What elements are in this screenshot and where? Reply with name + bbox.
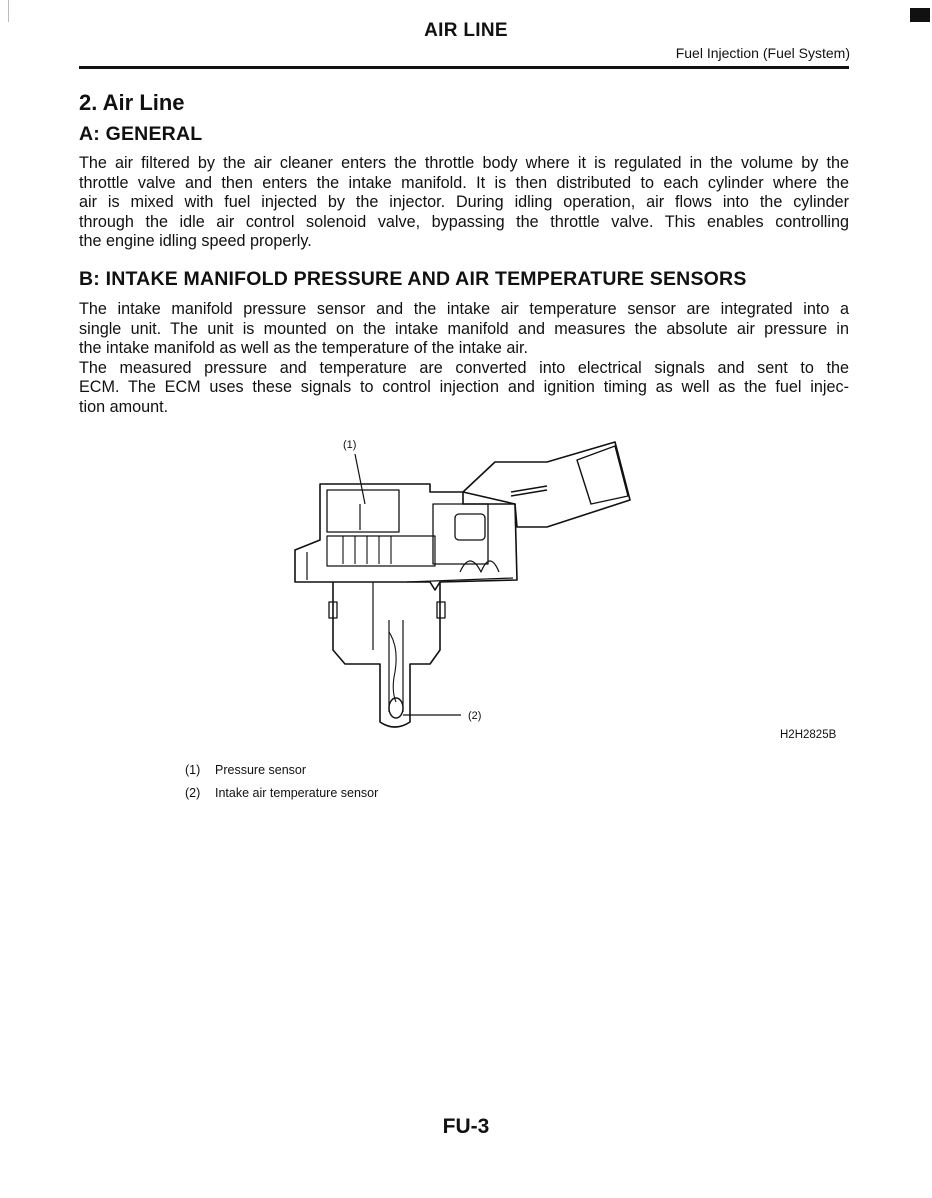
scan-edge-line (8, 0, 9, 22)
board-pins (343, 536, 391, 564)
legend-item (185, 763, 306, 777)
sensor-port (333, 582, 440, 727)
heading-general: A: GENERAL (79, 123, 203, 145)
callout-2: (2) (468, 710, 482, 722)
sensor-stem (373, 582, 403, 712)
running-title: AIR LINE (424, 20, 508, 41)
o-ring-right (437, 602, 445, 618)
callout-1-leader (355, 454, 365, 504)
sensors-line: tion amount. (79, 397, 169, 416)
legend-number: (2) (185, 786, 201, 800)
heading-sensors: B: INTAKE MANIFOLD PRESSURE AND AIR TEMPERATURE SENSORS (79, 268, 747, 290)
section-label: Fuel Injection (Fuel System) (675, 45, 850, 61)
general-line: through the idle air control solenoid valve, bypassing the throttle valve. This enables controlling (79, 212, 849, 231)
sensors-paragraph (79, 300, 849, 418)
header-rule (79, 66, 849, 69)
page-title: 2. Air Line (79, 90, 185, 115)
callout-1: (1) (343, 439, 357, 451)
sensor-diagram (285, 432, 645, 732)
figure-code: H2H2825B (780, 729, 837, 741)
legend-item (185, 786, 378, 800)
thermistor-lead (389, 632, 396, 702)
connector-socket (577, 446, 628, 504)
legend-label: Intake air temperature sensor (215, 786, 379, 800)
wire-loop (460, 561, 499, 572)
page-number: FU-3 (442, 1115, 490, 1138)
inner-cavity-port (455, 514, 485, 540)
sensors-line: ECM. The ECM uses these signals to control injection and ignition timing as well as the fuel injec- (79, 378, 849, 397)
general-paragraph (79, 154, 849, 252)
general-line: The air filtered by the air cleaner enters the throttle body where it is regulated in the volume by the (79, 154, 849, 172)
sensors-line: the intake manifold as well as the temperature of the intake air. (79, 339, 529, 358)
legend-number: (1) (185, 763, 201, 777)
sensors-line: The measured pressure and temperature are converted into electrical signals and sent to the (79, 358, 849, 377)
inner-cavity (433, 504, 488, 564)
general-line: throttle valve and then enters the intake manifold. It is then distributed to each cylinder where the (79, 173, 849, 192)
general-line: the engine idling speed properly. (79, 232, 312, 251)
legend-label: Pressure sensor (215, 763, 307, 777)
sensor-body (295, 484, 517, 590)
sensors-line: The intake manifold pressure sensor and the intake air temperature sensor are integrated into a (79, 300, 849, 318)
general-line: air is mixed with fuel injected by the injector. During idling operation, air flows into the cylinder (79, 193, 849, 212)
sensors-line: single unit. The unit is mounted on the intake manifold and measures the absolute air pressure in (79, 319, 849, 338)
